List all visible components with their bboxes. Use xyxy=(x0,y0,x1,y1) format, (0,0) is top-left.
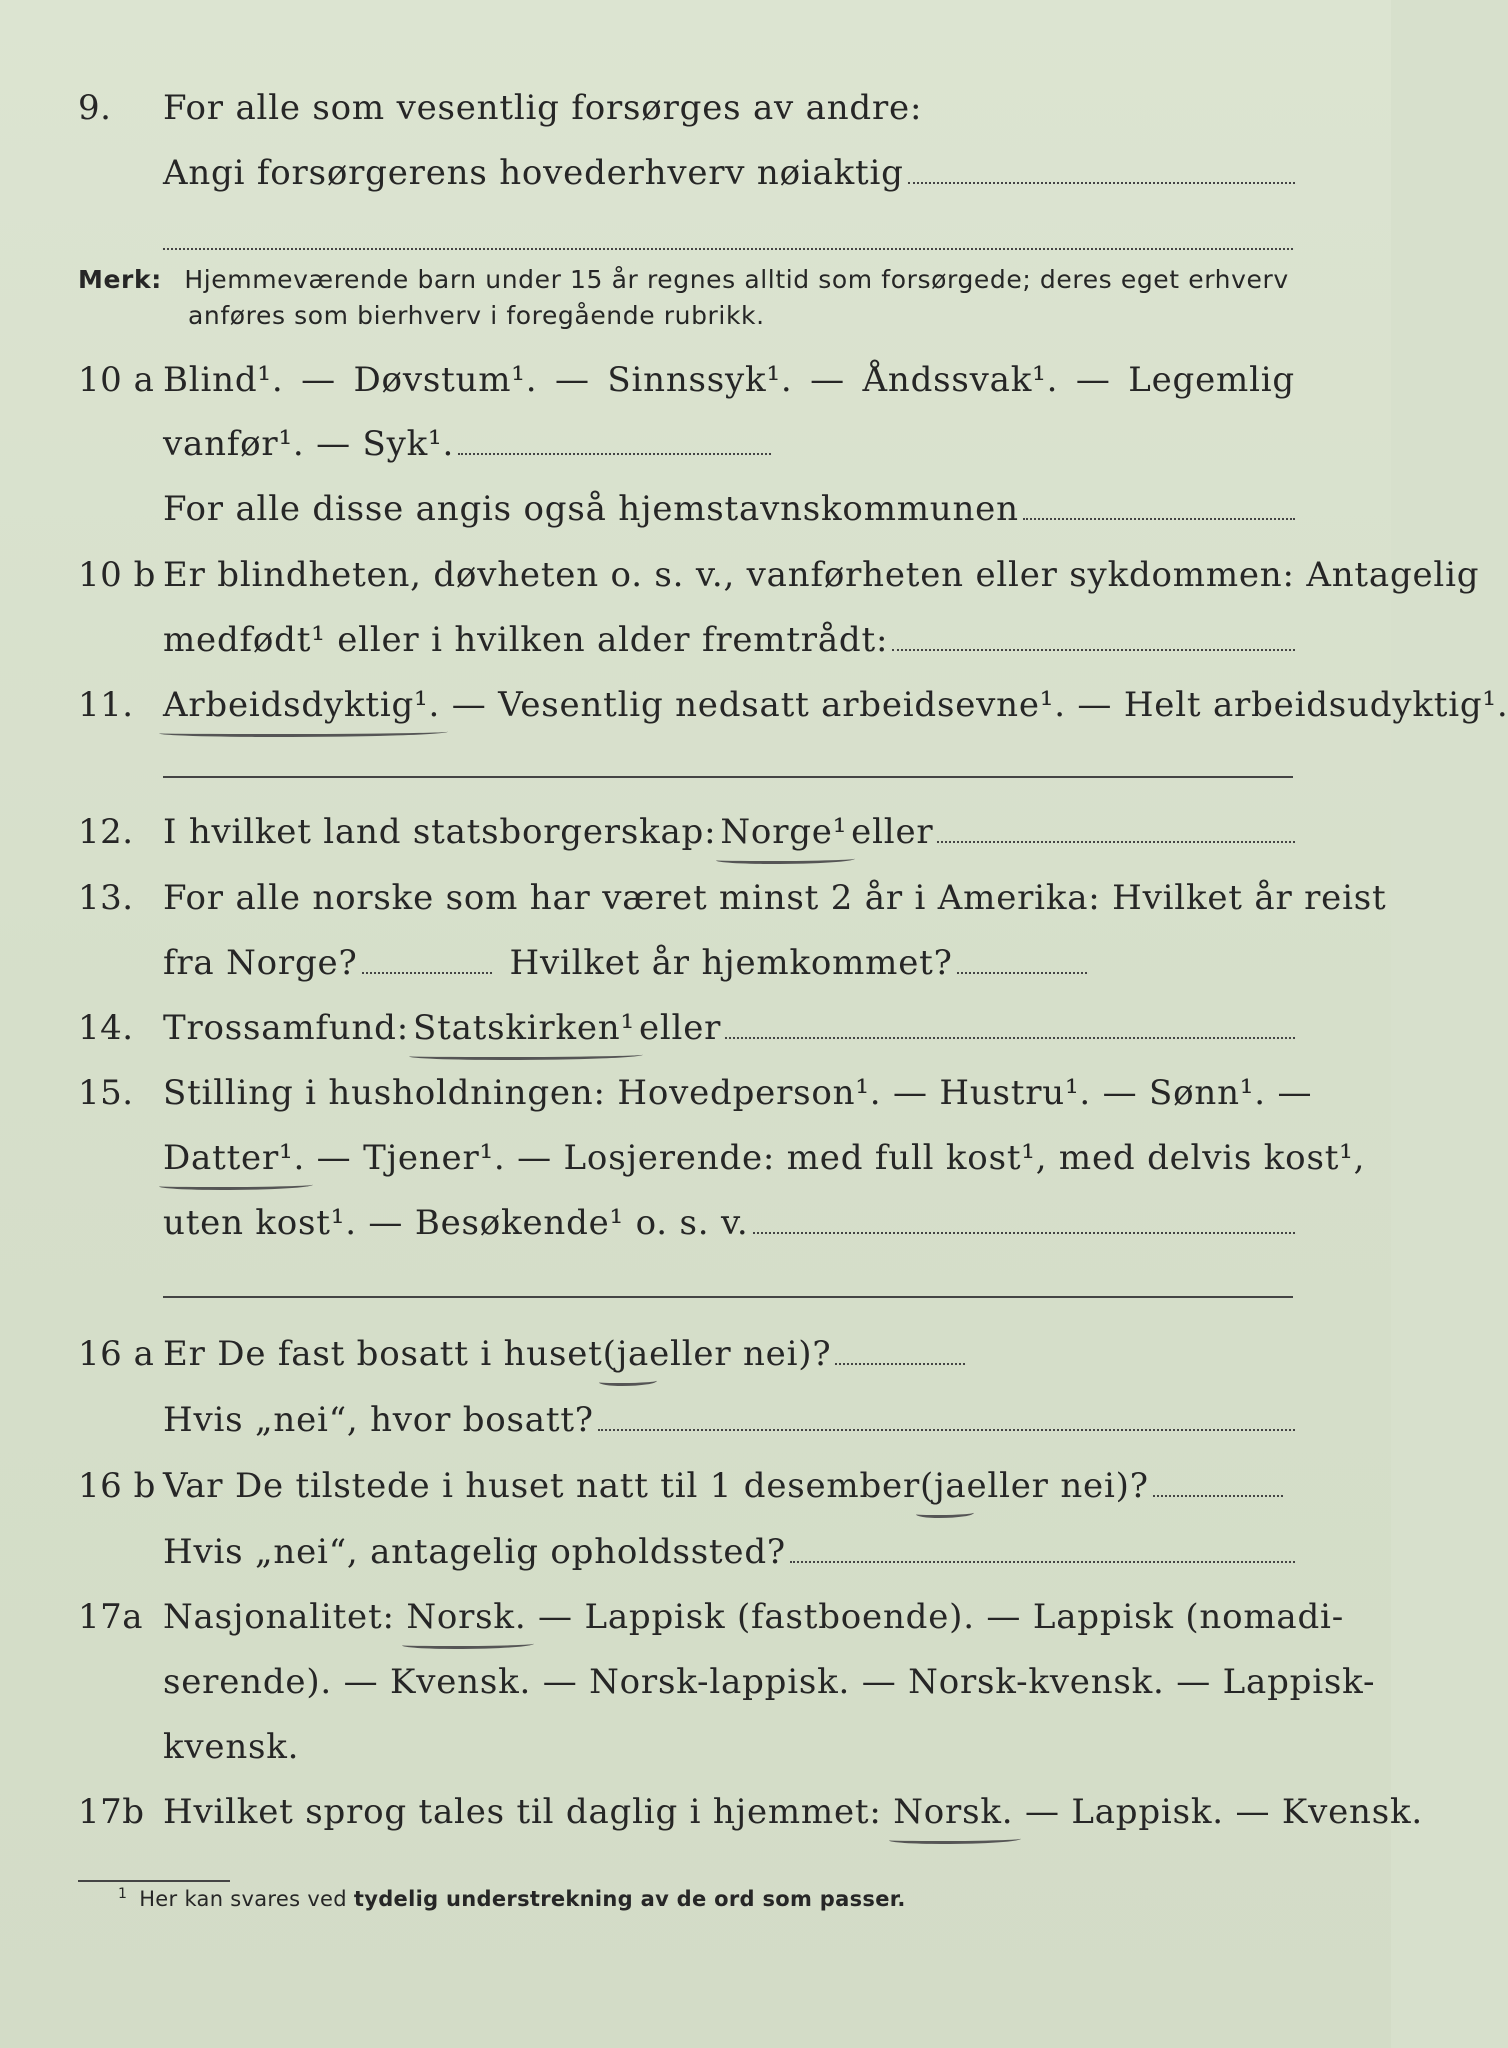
question-text: Stilling i husholdningen: Hovedperson¹. — Hustru¹. — Sønn¹. — xyxy=(163,1073,1313,1113)
question-text: For alle disse angis også hjemstavnskommunen xyxy=(163,489,1019,529)
question-number: 14. xyxy=(78,1008,134,1048)
question-16b-line2 xyxy=(0,1532,1391,1592)
question-text-pre: Hvilket sprog tales til daglig i hjemmet: xyxy=(163,1792,894,1832)
note-label: Merk: xyxy=(78,265,162,294)
answer-line[interactable] xyxy=(163,1296,1293,1298)
question-10a xyxy=(0,360,1391,420)
question-15-line2 xyxy=(0,1138,1391,1198)
question-12 xyxy=(0,812,1391,872)
question-16b xyxy=(0,1466,1391,1526)
question-text-rest: — Vesentlig nedsatt arbeidsevne¹. — Helt arbeidsudyktig¹. xyxy=(440,685,1508,725)
question-number: 12. xyxy=(78,812,134,852)
question-number: 16 a xyxy=(78,1334,155,1374)
question-13 xyxy=(0,878,1391,938)
answer-field[interactable] xyxy=(835,1337,965,1365)
question-text-rest: — Lappisk. — Kvensk. xyxy=(1013,1792,1423,1832)
question-14 xyxy=(0,1008,1391,1068)
question-text: Er De fast bosatt i huset xyxy=(163,1334,603,1374)
footnote-divider xyxy=(78,1880,230,1882)
question-17a xyxy=(0,1597,1391,1657)
question-text: Hvis „nei“, antagelig opholdssted? xyxy=(163,1532,786,1572)
answer-line[interactable] xyxy=(163,248,1293,250)
answer-field[interactable] xyxy=(598,1403,1295,1431)
question-text: kvensk. xyxy=(163,1727,300,1767)
question-17a-line3 xyxy=(0,1727,1391,1787)
marked-answer: Arbeidsdyktig¹. xyxy=(163,685,441,725)
answer-field[interactable] xyxy=(892,623,1295,651)
question-10b xyxy=(0,555,1480,615)
question-number: 9. xyxy=(78,88,112,128)
question-number: 10 a xyxy=(78,360,155,400)
question-text: Hvilket år hjemkommet? xyxy=(509,943,953,983)
footnote-mark: 1 xyxy=(118,1886,128,1902)
question-number: 10 b xyxy=(78,555,156,595)
question-9-line2 xyxy=(0,153,1391,213)
answer-field[interactable] xyxy=(908,156,1295,184)
question-15 xyxy=(0,1073,1391,1133)
note-merk xyxy=(78,262,1295,334)
marked-answer: (ja xyxy=(920,1466,967,1506)
question-10a-line2 xyxy=(0,424,1391,484)
marked-answer: Norge¹ xyxy=(720,812,848,852)
question-text: Blind¹. — Døvstum¹. — Sinnssyk¹. — Åndssvak¹. — Legemlig xyxy=(163,360,1295,400)
question-16a-line2 xyxy=(0,1400,1391,1460)
question-text xyxy=(163,1792,1423,1832)
answer-line[interactable] xyxy=(163,776,1293,778)
marked-answer: Statskirken¹ xyxy=(413,1008,635,1048)
question-13-line2 xyxy=(0,943,1391,1003)
answer-field[interactable] xyxy=(1023,492,1295,520)
question-text: uten kost¹. — Besøkende¹ o. s. v. xyxy=(163,1203,749,1243)
marked-answer: Datter¹. xyxy=(163,1138,306,1178)
question-text: eller xyxy=(638,1008,722,1048)
footnote-bold-text: tydelig understrekning av de ord som passer. xyxy=(353,1887,906,1911)
marked-answer: Norsk. xyxy=(893,1792,1014,1832)
question-text: For alle som vesentlig forsørges av andre: xyxy=(163,88,923,128)
answer-field[interactable] xyxy=(937,815,1295,843)
question-text xyxy=(163,1138,1366,1178)
question-text-pre: Nasjonalitet: xyxy=(163,1597,407,1637)
question-9 xyxy=(0,88,1391,148)
question-text: eller nei)? xyxy=(649,1334,832,1374)
question-text: serende). — Kvensk. — Norsk-lappisk. — Norsk-kvensk. — Lappisk- xyxy=(163,1662,1376,1702)
question-17a-line2 xyxy=(0,1662,1391,1722)
question-text: Var De tilstede i huset natt til 1 desember xyxy=(163,1466,920,1506)
note-text: Hjemmeværende barn under 15 år regnes alltid som forsørgede; deres eget erhverv xyxy=(184,265,1289,294)
footnote-text: Her kan svares ved xyxy=(139,1887,354,1911)
question-text: For alle norske som har været minst 2 år i Amerika: Hvilket år reist xyxy=(163,878,1387,918)
answer-field[interactable] xyxy=(458,427,771,455)
question-number: 13. xyxy=(78,878,134,918)
question-number: 15. xyxy=(78,1073,134,1113)
question-15-line3 xyxy=(0,1203,1391,1263)
question-number: 17a xyxy=(78,1597,144,1637)
question-number: 11. xyxy=(78,685,134,725)
answer-field-reist[interactable] xyxy=(362,946,492,974)
answer-field[interactable] xyxy=(1153,1469,1283,1497)
question-text: Er blindheten, døvheten o. s. v., vanførheten eller sykdommen: Antagelig xyxy=(163,555,1480,595)
question-text xyxy=(163,1597,1345,1637)
question-text-rest: — Lappisk (fastboende). — Lappisk (nomadi- xyxy=(526,1597,1345,1637)
question-10a-line3 xyxy=(0,489,1391,549)
question-text-rest: — Tjener¹. — Losjerende: med full kost¹, med delvis kost¹, xyxy=(305,1138,1366,1178)
answer-field-hjemkommet[interactable] xyxy=(957,946,1087,974)
question-text: eller nei)? xyxy=(966,1466,1149,1506)
question-17b xyxy=(0,1792,1423,1852)
answer-field[interactable] xyxy=(790,1535,1295,1563)
question-text: Angi forsørgerens hovederhverv nøiaktig xyxy=(163,153,904,193)
question-11 xyxy=(0,685,1508,745)
question-10b-line2 xyxy=(0,620,1391,680)
answer-field[interactable] xyxy=(725,1011,1295,1039)
question-text xyxy=(163,685,1508,725)
note-text: anføres som bierhverv i foregående rubrikk. xyxy=(188,301,765,330)
marked-answer: (ja xyxy=(602,1334,650,1374)
question-text: eller xyxy=(851,812,934,852)
question-text: Trossamfund: xyxy=(163,1008,410,1048)
question-text: fra Norge? xyxy=(163,943,358,983)
question-number: 17b xyxy=(78,1792,145,1832)
question-16a xyxy=(0,1334,1391,1394)
question-text: medfødt¹ eller i hvilken alder fremtrådt: xyxy=(163,620,889,660)
answer-field[interactable] xyxy=(753,1206,1295,1234)
footnote xyxy=(118,1886,906,1911)
question-text: I hvilket land statsborgerskap: xyxy=(163,812,717,852)
question-text: vanfør¹. — Syk¹. xyxy=(163,424,455,464)
question-number: 16 b xyxy=(78,1466,156,1506)
marked-answer: Norsk. xyxy=(406,1597,527,1637)
question-text: Hvis „nei“, hvor bosatt? xyxy=(163,1400,594,1440)
